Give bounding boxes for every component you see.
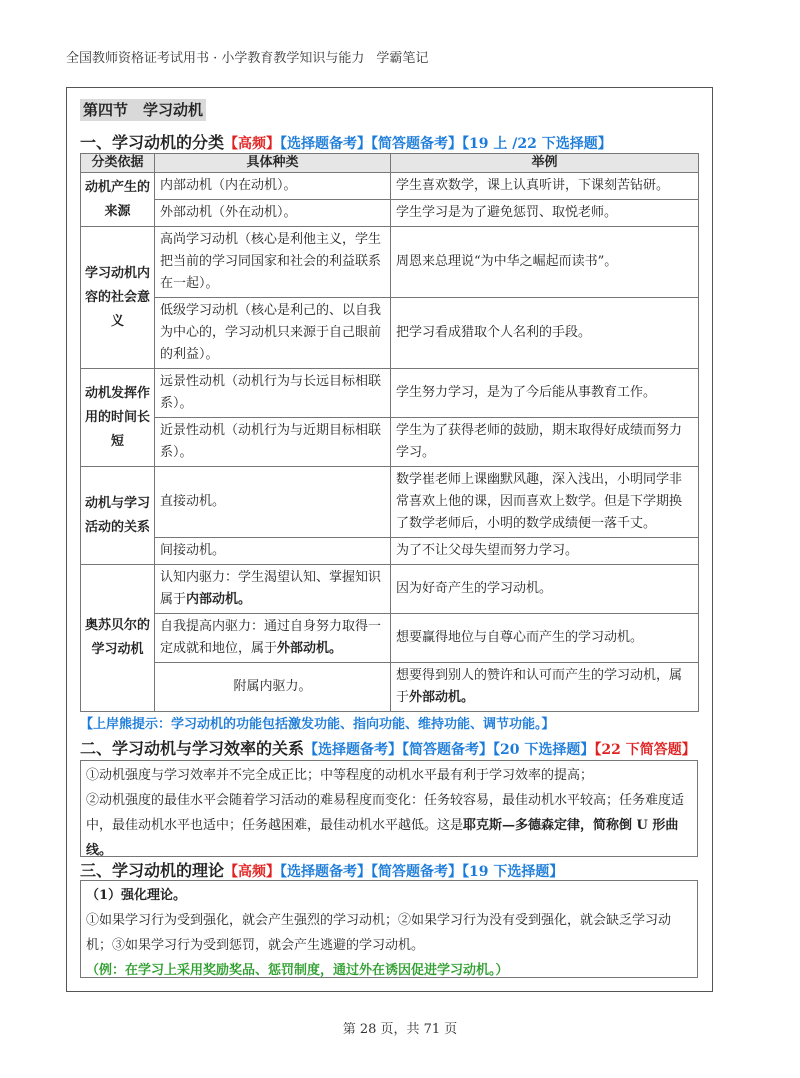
kind-cell [155,614,391,663]
example-cell: 数学崔老师上课幽默风趣，深入浅出，小明同学非常喜欢上他的课，因而喜欢上数学。但是下学期换了数学老师后，小明的数学成绩便一落千丈。 [391,467,699,538]
yerkes-dodson-law: 耶克斯—多德森定律，简称倒 U 形曲线。 [86,818,679,858]
header-basis: 分类依据 [81,154,155,173]
table-row [81,173,699,200]
example-cell: 学生努力学习，是为了今后能从事教育工作。 [391,369,699,418]
theory-box [80,880,698,978]
kind-cell: 近景性动机（动机行为与近期目标相联系）。 [155,418,391,467]
table-row [81,227,699,298]
part1-title: 一、学习动机的分类 [80,133,225,152]
part3-tag-blue: 【选择题备考】【简答题备考】【19 下选择题】 [280,864,564,880]
kind-cell [155,565,391,614]
part3-title: 三、学习动机的理论 [80,861,225,880]
efficiency-point-1: ①动机强度与学习效率并不完全成正比；中等程度的动机水平最有利于学习效率的提高； [86,768,594,783]
efficiency-point-2 [86,788,692,863]
example-cell: 周恩来总理说“为中华之崛起而读书”。 [391,227,699,298]
kind-text: 自我提高内驱力：通过自身努力取得一定成就和地位，属于 [160,619,382,656]
part1-heading [80,130,612,153]
table-row [81,298,699,369]
table-row [81,200,699,227]
part3-heading [80,858,563,881]
part3-tag-red: 【高频】 [224,864,281,880]
part2-tag-blue: 【选择题备考】【简答题备考】【20 下选择题】 [304,742,595,758]
efficiency-text: ②动机强度的最佳水平会随着学习活动的难易程度而变化：任务较容易，最佳动机水平较高；任务难度适中，最佳动机水平也适中；任务越困难，最佳动机水平越低。这是 [86,793,685,833]
page-number: 第 28 页，共 71 页 [342,1022,458,1037]
example-text: 想要得到别人的赞许和认可而产生的学习动机，属于 [396,668,683,705]
kind-cell: 高尚学习动机（核心是利他主义，学生把当前的学习同国家和社会的利益联系在一起）。 [155,227,391,298]
page-header [66,47,428,66]
category-cell: 奥苏贝尔的学习动机 [81,565,155,712]
category-cell: 动机产生的来源 [81,173,155,227]
part2-tag-red: 【22 下简答题】 [594,742,696,758]
header-title: 全国教师资格证考试用书 · 小学教育教学知识与能力 [66,51,365,66]
category-cell: 动机与学习活动的关系 [81,467,155,565]
efficiency-box [80,760,698,857]
example-cell: 想要赢得地位与自尊心而产生的学习动机。 [391,614,699,663]
part2-title: 二、学习动机与学习效率的关系 [80,739,305,758]
motivation-table [80,153,699,712]
example-cell: 把学习看成猎取个人名利的手段。 [391,298,699,369]
kind-cell: 附属内驱力。 [155,663,391,712]
header-kind: 具体种类 [155,154,391,173]
kind-emphasis: 内部动机。 [186,592,252,607]
theory-points: ①如果学习行为受到强化，就会产生强烈的学习动机；②如果学习行为没有受到强化，就会缺乏学习动机；③如果学习行为受到惩罚，就会产生逃避的学习动机。 [86,913,672,953]
kind-cell: 内部动机（内在动机）。 [155,173,391,200]
table-header-row [81,154,699,173]
example-cell: 学生学习是为了避免惩罚、取悦老师。 [391,200,699,227]
section-title: 第四节 学习动机 [80,99,206,121]
table-row [81,369,699,418]
category-cell: 学习动机内容的社会意义 [81,227,155,369]
kind-cell: 外部动机（外在动机）。 [155,200,391,227]
example-cell [391,663,699,712]
table-row [81,614,699,663]
table-row [81,418,699,467]
theory-subtitle: （1）强化理论。 [86,888,187,903]
part2-heading [80,736,696,759]
example-cell: 因为好奇产生的学习动机。 [391,565,699,614]
category-cell: 动机发挥作用的时间长短 [81,369,155,467]
header-example: 举例 [391,154,699,173]
kind-cell: 远景性动机（动机行为与长远目标相联系）。 [155,369,391,418]
tip-note: 【上岸熊提示：学习动机的功能包括激发功能、指向功能、维持功能、调节功能。】 [80,717,555,732]
example-emphasis: 外部动机。 [409,690,475,705]
kind-cell: 直接动机。 [155,467,391,538]
kind-emphasis: 外部动机。 [277,641,343,656]
example-cell: 为了不让父母失望而努力学习。 [391,538,699,565]
table-row [81,565,699,614]
theory-example: （例：在学习上采用奖励奖品、惩罚制度，通过外在诱因促进学习动机。） [86,963,509,978]
kind-cell: 间接动机。 [155,538,391,565]
example-cell: 学生喜欢数学，课上认真听讲，下课刻苦钻研。 [391,173,699,200]
table-row [81,467,699,538]
example-cell: 学生为了获得老师的鼓励，期末取得好成绩而努力学习。 [391,418,699,467]
table-row [81,663,699,712]
table-row [81,538,699,565]
kind-cell: 低级学习动机（核心是利己的、以自我为中心的，学习动机只来源于自己眼前的利益）。 [155,298,391,369]
header-subtitle: 学霸笔记 [376,51,429,66]
kind-text: 认知内驱力：学生渴望认知、掌握知识属于 [160,570,382,607]
part1-tag-blue: 【选择题备考】【简答题备考】【19 上 /22 下选择题】 [280,136,612,152]
part1-tag-red: 【高频】 [224,136,281,152]
